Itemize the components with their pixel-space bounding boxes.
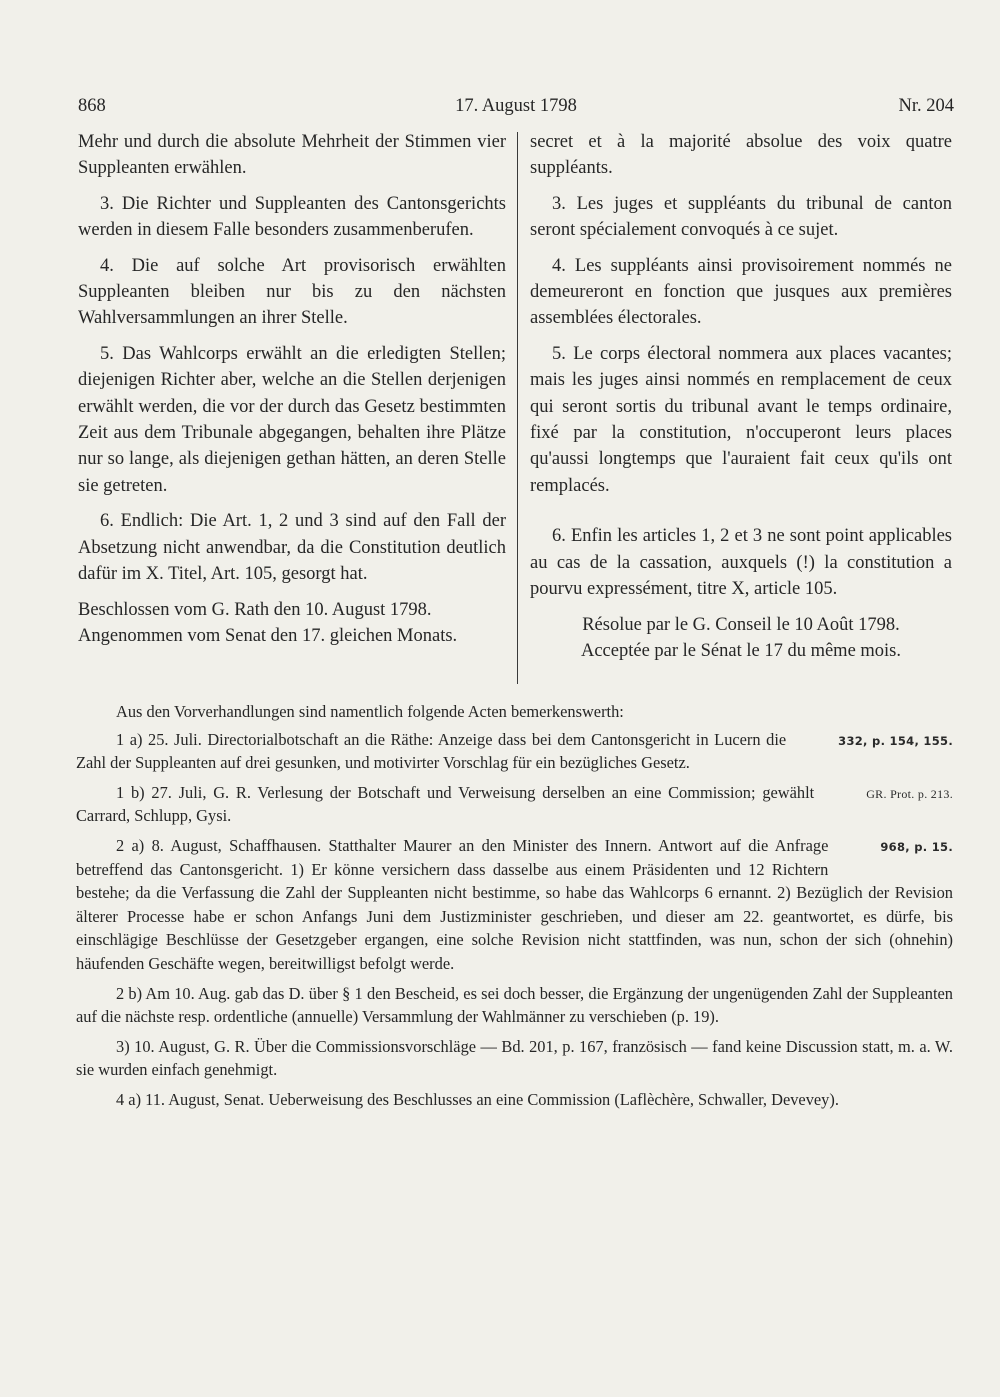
note-item: 968, p. 15. 2 a) 8. August, Schaffhausen. Statthalter Maurer an den Minister des Innern. Antwort auf die Anfrage betreffend das Cantonsgericht. 1) Er könne versichern dass dasselbe aus einem Präsidenten und 12 Richtern bestehe; da die Verfassung die Zahl der Suppleanten nicht bestimme, so habe das Wahlcorps 6 ernannt. 2) Bezüglich der Revision älterer Processe habe er schon Anfangs Juni dem Justizminister geschrieben, und dieser am 22. geantwortet, es dürfe, bis einschlägige Beschlüsse der Gesetzgeber ergangen, eine solche Revision nicht stattfinden, was nun, schon der sich (ohnehin) häufenden Geschäfte wegen, bereitwilligst befolgt werde. bbox=[76, 835, 953, 973]
german-article-5: 5. Das Wahlcorps erwählt an die erledigten Stellen; diejenigen Richter aber, welche an die Stellen derjenigen erwählt werden, die vor der durch das Gesetz bestimmten Zeit aus dem Tribunale abgegangen, behalten ihre Plätze nur so lange, als diejenigen gethan hätten, an deren Stelle sie getreten. bbox=[78, 343, 506, 496]
notes-intro: Aus den Vorverhandlungen sind namentlich folgende Acten bemerkenswerth: bbox=[116, 702, 624, 721]
page-number: 868 bbox=[78, 96, 106, 116]
french-article-4: 4. Les suppléants ainsi provisoirement nommés ne demeureront en fonction que jusques aux premières assemblées électorales. bbox=[530, 255, 952, 329]
running-header bbox=[78, 92, 954, 120]
note-reference: 332, p. 154, 155. bbox=[838, 733, 953, 748]
german-article-3: 3. Die Richter und Suppleanten des Cantonsgerichts werden in diesem Falle besonders zusammenberufen. bbox=[78, 193, 506, 241]
column-divider bbox=[517, 132, 518, 684]
french-article-6: 6. Enfin les articles 1, 2 et 3 ne sont point applicables au cas de la cassation, auxquels (!) la constitution a pourvu expressément, titre X, article 105. bbox=[530, 526, 952, 600]
note-item: 332, p. 154, 155. 1 a) 25. Juli. Directorialbotschaft an die Räthe: Anzeige dass bei dem Cantonsgericht in Lucern die Zahl der Suppleanten auf drei gesunken, und motivirter Vorschlag für ein bezügliches Gesetz. bbox=[76, 729, 953, 773]
note-item: GR. Prot. p. 213. 1 b) 27. Juli, G. R. Verlesung der Botschaft und Verweisung derselben an eine Commission; gewählt Carrard, Schlupp, Gysi. bbox=[76, 782, 953, 826]
german-column bbox=[78, 129, 506, 649]
french-resolution: Résolue par le G. Conseil le 10 Août 1798. bbox=[582, 614, 900, 635]
german-paragraph: Mehr und durch die absolute Mehrheit der Stimmen vier Suppleanten erwählen. bbox=[78, 132, 506, 179]
header-date: 17. August 1798 bbox=[455, 96, 577, 116]
french-column bbox=[530, 129, 952, 664]
note-item: 2 b) Am 10. Aug. gab das D. über § 1 den Bescheid, es sei doch besser, die Ergänzung der ungenügenden Zahl der Suppleanten auf die nächste resp. ordentliche (annuelle) Versammlung der Wahlmänner zu verschieben (p. 19). bbox=[76, 983, 953, 1027]
french-paragraph: secret et à la majorité absolue des voix quatre suppléants. bbox=[530, 132, 952, 179]
french-acceptance: Acceptée par le Sénat le 17 du même mois. bbox=[580, 640, 902, 661]
german-resolution: Beschlossen vom G. Rath den 10. August 1798. bbox=[78, 599, 432, 620]
note-reference: GR. Prot. p. 213. bbox=[866, 786, 953, 801]
french-article-3: 3. Les juges et suppléants du tribunal de canton seront spécialement convoqués à ce sujet. bbox=[530, 193, 952, 241]
note-item: 4 a) 11. August, Senat. Ueberweisung des Beschlusses an eine Commission (Laflèchère, Schwaller, Devevey). bbox=[116, 1089, 839, 1109]
french-article-5: 5. Le corps électoral nommera aux places vacantes; mais les juges ainsi nommés en remplacement de ceux qui seront sortis du tribunal avant le temps ordinaire, fixé par la constitution, n'occuperont leurs places qu'aussi longtemps que l'auraient fait ceux qu'ils ont remplacés. bbox=[530, 343, 952, 496]
german-article-6: 6. Endlich: Die Art. 1, 2 und 3 sind auf den Fall der Absetzung nicht anwendbar, da die Constitution deutlich dafür im X. Titel, Art. 105, gesorgt hat. bbox=[78, 511, 506, 585]
german-article-4: 4. Die auf solche Art provisorisch erwählten Suppleanten bleiben nur bis zu den nächsten Wahlversammlungen an ihrer Stelle. bbox=[78, 255, 506, 329]
note-item: 3) 10. August, G. R. Über die Commissionsvorschläge — Bd. 201, p. 167, französisch — fand keine Discussion statt, m. a. W. sie wurden einfach genehmigt. bbox=[76, 1036, 953, 1080]
document-number: Nr. 204 bbox=[898, 96, 954, 116]
preliminary-notes bbox=[76, 700, 953, 1118]
german-acceptance: Angenommen vom Senat den 17. gleichen Monats. bbox=[78, 625, 458, 646]
note-reference: 968, p. 15. bbox=[880, 839, 953, 854]
